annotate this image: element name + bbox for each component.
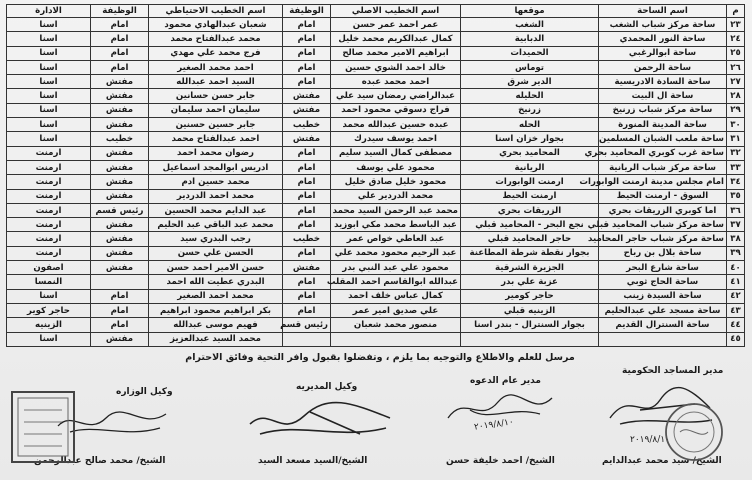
reserve-preacher-cell: رجب البدري سيد bbox=[149, 232, 283, 246]
reserve-preacher-cell: محمد حسين ادم bbox=[149, 175, 283, 189]
reserve-job-cell: مفتش bbox=[91, 146, 149, 160]
administration-cell: اسنا bbox=[7, 118, 91, 132]
main-preacher-cell: كمال عباس خلف احمد bbox=[331, 289, 461, 303]
main-job-cell: امام bbox=[283, 32, 331, 46]
main-preacher-cell: مصطفى كمال السيد سليم bbox=[331, 146, 461, 160]
directorate-deputy-name: الشيخ/السيد مسعد السيد bbox=[258, 456, 368, 466]
table-row bbox=[7, 60, 745, 74]
location-cell: ارمنت الوابورات bbox=[461, 175, 599, 189]
reserve-preacher-cell: محمد عبد الباقي عبد الحليم bbox=[149, 218, 283, 232]
row-number-cell: ٣٤ bbox=[727, 175, 745, 189]
main-preacher-cell: محمد الدردير علي bbox=[331, 189, 461, 203]
main-job-cell: خطيب bbox=[283, 232, 331, 246]
administration-cell: ارمنت bbox=[7, 189, 91, 203]
preachers-table bbox=[6, 4, 745, 347]
square-name-cell: ساحة غرب كوبري المحاميد بحري bbox=[599, 146, 727, 160]
reserve-job-cell: مفتش bbox=[91, 218, 149, 232]
main-preacher-cell: عبد العاطي خواص عمر bbox=[331, 232, 461, 246]
table-row bbox=[7, 175, 745, 189]
reserve-preacher-cell: محمد احمد الصغير bbox=[149, 289, 283, 303]
administration-cell: النمسا bbox=[7, 275, 91, 289]
administration-cell: حاجر كوير bbox=[7, 303, 91, 317]
main-job-cell: مفتش bbox=[283, 89, 331, 103]
row-number-cell: ٤٤ bbox=[727, 318, 745, 332]
reserve-preacher-cell: محمد عبدالفتاح محمد bbox=[149, 32, 283, 46]
main-job-cell: امام bbox=[283, 46, 331, 60]
mosques-director-title: مدير المساجد الحكومية bbox=[622, 366, 724, 376]
main-job-cell: مفتش bbox=[283, 132, 331, 146]
square-name-cell: ساحة السنترال القديم bbox=[599, 318, 727, 332]
table-row bbox=[7, 118, 745, 132]
table-header-row bbox=[7, 5, 745, 18]
reserve-preacher-cell: احمد محمد الصغير bbox=[149, 60, 283, 74]
square-name-cell: امام مجلس مدينة ارمنت الوابورات bbox=[599, 175, 727, 189]
reserve-job-cell: مفتش bbox=[91, 332, 149, 346]
reserve-job-cell: مفتش bbox=[91, 232, 149, 246]
reserve-preacher-cell: سليمان احمد سليمان bbox=[149, 103, 283, 117]
square-name-cell: ساحة ابوالرغبي bbox=[599, 46, 727, 60]
administration-cell: اسنا bbox=[7, 89, 91, 103]
table-row bbox=[7, 189, 745, 203]
location-cell: نجع البحر - المحاميد قبلي bbox=[461, 218, 599, 232]
main-job-cell: امام bbox=[283, 75, 331, 89]
row-number-cell: ٣٢ bbox=[727, 146, 745, 160]
administration-cell: ارمنت bbox=[7, 246, 91, 260]
administration-cell: اسنا bbox=[7, 60, 91, 74]
row-number-cell: ٣٠ bbox=[727, 118, 745, 132]
official-stamp-right bbox=[660, 398, 730, 464]
reserve-job-cell: مفتش bbox=[91, 89, 149, 103]
main-job-cell: امام bbox=[283, 60, 331, 74]
square-name-cell: ساحة الحاج ثوبي bbox=[599, 275, 727, 289]
administration-cell: ارمنت bbox=[7, 232, 91, 246]
square-name-cell: ساحة ال البيت bbox=[599, 89, 727, 103]
location-cell: الحميدات bbox=[461, 46, 599, 60]
administration-cell: اسنا bbox=[7, 289, 91, 303]
main-preacher-cell: خالد احمد الشوي حسين bbox=[331, 60, 461, 74]
main-preacher-cell: علي صديق امير عمر bbox=[331, 303, 461, 317]
location-cell: الحله bbox=[461, 118, 599, 132]
square-name-cell: السوق - ارمنت الحيط bbox=[599, 189, 727, 203]
main-preacher-cell: محمود علي عبد النبي بدر bbox=[331, 261, 461, 275]
main-preacher-cell: عبد الباسط محمد مكي ابوزيد bbox=[331, 218, 461, 232]
row-number-cell: ٤٣ bbox=[727, 303, 745, 317]
administration-cell: اسنا bbox=[7, 103, 91, 117]
reserve-preacher-cell: فرج محمد علي مهدي bbox=[149, 46, 283, 60]
table-body bbox=[7, 18, 745, 347]
location-cell bbox=[461, 332, 599, 346]
main-preacher-cell bbox=[331, 332, 461, 346]
table-row bbox=[7, 232, 745, 246]
handwritten-date-1: ٢٠١٩/٨/١٠ bbox=[630, 435, 670, 445]
table-row bbox=[7, 132, 745, 146]
table-row bbox=[7, 203, 745, 217]
square-name-cell: اما كوبري الزريقات بحري bbox=[599, 203, 727, 217]
main-job-cell: خطيب bbox=[283, 118, 331, 132]
header-job1: الوظيفة bbox=[283, 5, 331, 18]
square-name-cell bbox=[599, 332, 727, 346]
main-job-cell: امام bbox=[283, 203, 331, 217]
header-location: موقعها bbox=[461, 5, 599, 18]
handwritten-date-2: ٢٠١٩/٨/١٠ bbox=[473, 417, 515, 433]
square-name-cell: ساحة مركز شباب الريانية bbox=[599, 160, 727, 174]
row-number-cell: ٤٠ bbox=[727, 261, 745, 275]
table-row bbox=[7, 289, 745, 303]
administration-cell: ارمنت bbox=[7, 160, 91, 174]
reserve-job-cell: مفتش bbox=[91, 118, 149, 132]
header-num: م bbox=[727, 5, 745, 18]
square-name-cell: ساحة المدينة المنورة bbox=[599, 118, 727, 132]
table-row bbox=[7, 89, 745, 103]
table-row bbox=[7, 246, 745, 260]
table-row bbox=[7, 103, 745, 117]
location-cell: بجوار خزان اسنا bbox=[461, 132, 599, 146]
main-job-cell: امام bbox=[283, 175, 331, 189]
closing-text: مرسل للعلم والاطلاع والتوجيه بما يلزم ، وتفضلوا بقبول وافر التحية وفائق الاحترام bbox=[185, 352, 575, 363]
reserve-preacher-cell: عبد الدايم محمد الحسين bbox=[149, 203, 283, 217]
reserve-job-cell: امام bbox=[91, 60, 149, 74]
reserve-job-cell bbox=[91, 275, 149, 289]
reserve-job-cell: امام bbox=[91, 18, 149, 32]
table-row bbox=[7, 318, 745, 332]
reserve-preacher-cell: حسن الامير احمد حسن bbox=[149, 261, 283, 275]
table-row bbox=[7, 146, 745, 160]
row-number-cell: ٤١ bbox=[727, 275, 745, 289]
main-preacher-cell: ابراهيم الامير محمد صالح bbox=[331, 46, 461, 60]
undersecretary-name: الشيخ/ محمد صالح عبدالرحمن bbox=[34, 456, 166, 466]
location-cell: ارمنت الحيط bbox=[461, 189, 599, 203]
location-cell: الشغب bbox=[461, 18, 599, 32]
main-job-cell: امام bbox=[283, 218, 331, 232]
reserve-job-cell: مفتش bbox=[91, 160, 149, 174]
main-preacher-cell: منصور محمد شعبان bbox=[331, 318, 461, 332]
row-number-cell: ٣٩ bbox=[727, 246, 745, 260]
square-name-cell: ساحة السادة الادريسية bbox=[599, 75, 727, 89]
administration-cell: اسنا bbox=[7, 332, 91, 346]
administration-cell: اسنا bbox=[7, 75, 91, 89]
administration-cell: اصفون bbox=[7, 261, 91, 275]
administration-cell: ارمنت bbox=[7, 203, 91, 217]
main-job-cell: امام bbox=[283, 160, 331, 174]
location-cell: الحليله bbox=[461, 89, 599, 103]
administration-cell: ارمنت bbox=[7, 175, 91, 189]
administration-cell: اسنا bbox=[7, 46, 91, 60]
square-name-cell: ساحة مركز شباب حاجر المحاميد bbox=[599, 232, 727, 246]
square-name-cell: ساحة السيدة زينب bbox=[599, 289, 727, 303]
square-name-cell: ساحة مركز شباب زرنيخ bbox=[599, 103, 727, 117]
row-number-cell: ٢٧ bbox=[727, 75, 745, 89]
reserve-preacher-cell: جابر حسن حسانين bbox=[149, 89, 283, 103]
administration-cell: اسنا bbox=[7, 18, 91, 32]
main-job-cell: مفتش bbox=[283, 261, 331, 275]
main-preacher-cell: محمود خليل صادق خليل bbox=[331, 175, 461, 189]
row-number-cell: ٤٢ bbox=[727, 289, 745, 303]
main-preacher-cell: احمد محمد عبده bbox=[331, 75, 461, 89]
main-job-cell: امام bbox=[283, 146, 331, 160]
reserve-preacher-cell: بكر ابراهيم محمود ابراهيم bbox=[149, 303, 283, 317]
location-cell: حاجر المحاميد قبلي bbox=[461, 232, 599, 246]
main-preacher-cell: عبده حسين عبدالله محمد bbox=[331, 118, 461, 132]
reserve-preacher-cell: رضوان محمد احمد bbox=[149, 146, 283, 160]
reserve-job-cell: مفتش bbox=[91, 246, 149, 260]
reserve-job-cell: مفتش bbox=[91, 175, 149, 189]
administration-cell: ارمنت bbox=[7, 218, 91, 232]
row-number-cell: ٢٦ bbox=[727, 60, 745, 74]
reserve-job-cell: مفتش bbox=[91, 103, 149, 117]
main-preacher-cell: عمر احمد عمر حسن bbox=[331, 18, 461, 32]
main-job-cell: مفتش bbox=[283, 103, 331, 117]
main-preacher-cell: احمد يوسف سيدرك bbox=[331, 132, 461, 146]
reserve-job-cell: امام bbox=[91, 32, 149, 46]
table-row bbox=[7, 160, 745, 174]
table-row bbox=[7, 32, 745, 46]
table-row bbox=[7, 18, 745, 32]
main-preacher-cell: محمد عبد الرحمن السيد محمد bbox=[331, 203, 461, 217]
reserve-job-cell: امام bbox=[91, 46, 149, 60]
main-preacher-cell: محمود علي يوسف bbox=[331, 160, 461, 174]
mosques-director-name: الشيخ/ سيد محمد عبدالدايم bbox=[602, 456, 722, 466]
main-job-cell bbox=[283, 332, 331, 346]
header-main-preacher: اسم الخطيب الاصلي bbox=[331, 5, 461, 18]
header-square: اسم الساحة bbox=[599, 5, 727, 18]
location-cell: بجوار السنترال - بندر اسنا bbox=[461, 318, 599, 332]
reserve-job-cell: رئيس قسم bbox=[91, 203, 149, 217]
row-number-cell: ٣١ bbox=[727, 132, 745, 146]
undersecretary-title: وكيل الوزاره bbox=[116, 387, 173, 397]
row-number-cell: ٢٨ bbox=[727, 89, 745, 103]
location-cell: المحاميد بحري bbox=[461, 146, 599, 160]
reserve-job-cell: مفتش bbox=[91, 189, 149, 203]
reserve-preacher-cell: شعبان عبدالهادي محمود bbox=[149, 18, 283, 32]
location-cell: الدبابية bbox=[461, 32, 599, 46]
official-stamp-left bbox=[8, 388, 80, 468]
administration-cell: اسنا bbox=[7, 132, 91, 146]
row-number-cell: ٣٣ bbox=[727, 160, 745, 174]
main-preacher-cell: عبد الرحيم محمود محمد علي bbox=[331, 246, 461, 260]
dawa-director-name: الشيخ/ احمد خليفة حسن bbox=[446, 456, 555, 466]
row-number-cell: ٢٤ bbox=[727, 32, 745, 46]
main-job-cell: امام bbox=[283, 18, 331, 32]
table-row bbox=[7, 218, 745, 232]
main-preacher-cell: كمال عبدالكريم محمد خليل bbox=[331, 32, 461, 46]
location-cell: الريانية bbox=[461, 160, 599, 174]
directorate-deputy-signature bbox=[240, 394, 400, 450]
reserve-preacher-cell: السيد احمد عبدالله bbox=[149, 75, 283, 89]
dawa-director-title: مدير عام الدعوه bbox=[470, 376, 541, 386]
table-row bbox=[7, 46, 745, 60]
square-name-cell: ساحة ملعب الشبان المسلمين bbox=[599, 132, 727, 146]
square-name-cell: ساحة مسجد علي عبدالحليم bbox=[599, 303, 727, 317]
location-cell: الدير شرق bbox=[461, 75, 599, 89]
main-job-cell: رئيس قسم bbox=[283, 318, 331, 332]
square-name-cell: ساحة بلال بن رباح bbox=[599, 246, 727, 260]
square-name-cell: ساحة شارع البحر bbox=[599, 261, 727, 275]
reserve-preacher-cell: محمد احمد الدردير bbox=[149, 189, 283, 203]
main-preacher-cell: عبدالراضي رمضان سيد علي bbox=[331, 89, 461, 103]
location-cell: الزريقات بحري bbox=[461, 203, 599, 217]
main-job-cell: امام bbox=[283, 189, 331, 203]
location-cell: بجوار نقطة شرطة المطاعنة bbox=[461, 246, 599, 260]
table-row bbox=[7, 303, 745, 317]
reserve-job-cell: امام bbox=[91, 289, 149, 303]
row-number-cell: ٣٧ bbox=[727, 218, 745, 232]
row-number-cell: ٣٥ bbox=[727, 189, 745, 203]
row-number-cell: ٣٦ bbox=[727, 203, 745, 217]
main-preacher-cell: فراج دسوقي محمود احمد bbox=[331, 103, 461, 117]
reserve-job-cell: امام bbox=[91, 303, 149, 317]
table-row bbox=[7, 332, 745, 346]
square-name-cell: ساحة مركز شباب المحاميد قبلي bbox=[599, 218, 727, 232]
header-admin: الادارة bbox=[7, 5, 91, 18]
reserve-preacher-cell: احمد عبدالفتاح محمد bbox=[149, 132, 283, 146]
reserve-job-cell: مفتش bbox=[91, 75, 149, 89]
row-number-cell: ٢٩ bbox=[727, 103, 745, 117]
reserve-job-cell: خطيب bbox=[91, 132, 149, 146]
administration-cell: اسنا bbox=[7, 32, 91, 46]
location-cell: حاجر كومير bbox=[461, 289, 599, 303]
header-reserve-preacher: اسم الخطيب الاحتياطي bbox=[149, 5, 283, 18]
reserve-preacher-cell: محمد السيد عبدالعزيز bbox=[149, 332, 283, 346]
row-number-cell: ٢٣ bbox=[727, 18, 745, 32]
location-cell: الجزيرة الشرقية bbox=[461, 261, 599, 275]
table-row bbox=[7, 261, 745, 275]
directorate-deputy-title: وكيل المديريه bbox=[296, 382, 358, 392]
location-cell: عزبة علي بدر bbox=[461, 275, 599, 289]
reserve-preacher-cell: فهيم موسى عبدالله bbox=[149, 318, 283, 332]
row-number-cell: ٣٨ bbox=[727, 232, 745, 246]
reserve-preacher-cell: ادريس ابوالمجد اسماعيل bbox=[149, 160, 283, 174]
row-number-cell: ٤٥ bbox=[727, 332, 745, 346]
location-cell: الزينيه قبلي bbox=[461, 303, 599, 317]
square-name-cell: ساحة مركز شباب الشغب bbox=[599, 18, 727, 32]
administration-cell: الزينيه bbox=[7, 318, 91, 332]
reserve-preacher-cell: البدري عطيت الله احمد bbox=[149, 275, 283, 289]
row-number-cell: ٢٥ bbox=[727, 46, 745, 60]
main-job-cell: امام bbox=[283, 289, 331, 303]
main-job-cell: امام bbox=[283, 275, 331, 289]
main-job-cell: امام bbox=[283, 246, 331, 260]
square-name-cell: ساحة النور المحمدي bbox=[599, 32, 727, 46]
reserve-job-cell: امام bbox=[91, 318, 149, 332]
header-job2: الوظيفة bbox=[91, 5, 149, 18]
square-name-cell: ساحة الرحمن bbox=[599, 60, 727, 74]
reserve-job-cell: مفتش bbox=[91, 261, 149, 275]
table-row bbox=[7, 275, 745, 289]
main-preacher-cell: عبدالله ابوالقاسم احمد المقلب bbox=[331, 275, 461, 289]
reserve-preacher-cell: جابر حسين حسنين bbox=[149, 118, 283, 132]
reserve-preacher-cell: الحسن علي حسن bbox=[149, 246, 283, 260]
main-job-cell: امام bbox=[283, 303, 331, 317]
location-cell: زرنيخ bbox=[461, 103, 599, 117]
table-row bbox=[7, 75, 745, 89]
location-cell: توماس bbox=[461, 60, 599, 74]
dawa-director-signature bbox=[440, 388, 560, 434]
administration-cell: ارمنت bbox=[7, 146, 91, 160]
